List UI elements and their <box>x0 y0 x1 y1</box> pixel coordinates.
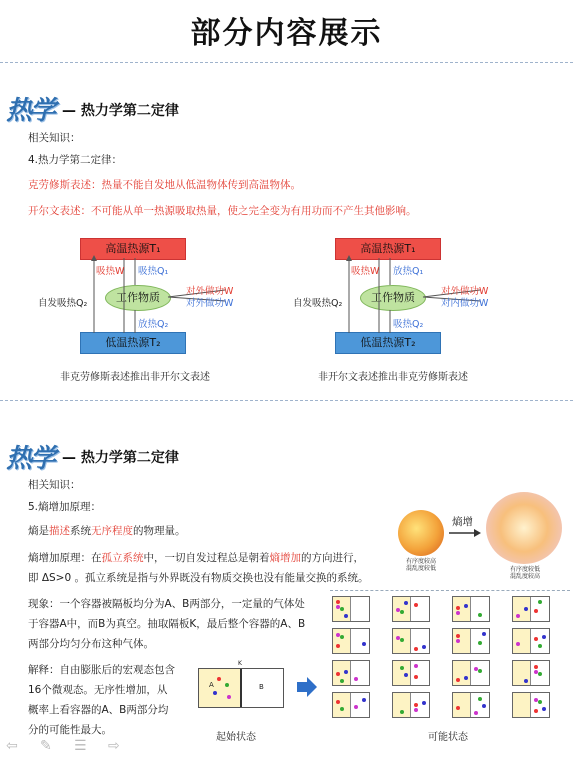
text-part: 熵增加 <box>269 552 301 564</box>
molecule <box>340 607 344 611</box>
micro-state <box>392 628 430 654</box>
molecule <box>414 647 418 651</box>
entropy-increase-label: 熵增 <box>452 516 473 528</box>
molecule <box>534 698 538 702</box>
label-work-in: 对外做功W <box>186 298 234 309</box>
label-work-out: 对外做功W <box>441 286 489 297</box>
compartment-a <box>513 661 531 685</box>
micro-state <box>332 660 370 686</box>
molecule <box>400 610 404 614</box>
molecule <box>340 635 344 639</box>
hot-reservoir: 高温热源T₁ <box>80 238 186 260</box>
molecule <box>456 634 460 638</box>
ordered-caption <box>398 558 444 572</box>
hot-reservoir: 高温热源T₁ <box>335 238 441 260</box>
micro-state <box>512 660 550 686</box>
micro-state <box>392 692 430 718</box>
kelvin-statement: 开尔文表述：不可能从单一热源吸取热量，使之完全变为有用功而不产生其他影响。 <box>28 205 417 217</box>
molecule <box>534 709 538 713</box>
molecule <box>404 601 408 605</box>
ordered-sphere <box>398 510 444 556</box>
clausius-statement: 克劳修斯表述：热量不能自发地从低温物体传到高温物体。 <box>28 179 301 191</box>
molecule <box>456 639 460 643</box>
disordered-caption <box>500 566 550 580</box>
start-caption: 起始状态 <box>216 732 256 743</box>
compartment-a <box>513 693 531 717</box>
molecule <box>524 679 528 683</box>
molecule <box>456 606 460 610</box>
explain-line4: 分的可能性最大。 <box>28 724 112 736</box>
caption-line: 有序度较高 <box>405 558 436 565</box>
molecule <box>227 695 231 699</box>
explain-line3: 概率上看容器的A、B两部分均 <box>28 704 169 716</box>
phenomenon-line1: 现象：一个容器被隔板均分为A、B两部分，一定量的气体处 <box>28 598 305 610</box>
molecule <box>217 677 221 681</box>
label-release-q2: 放热Q₂ <box>138 319 169 330</box>
text-part: 的物理量。 <box>133 525 186 537</box>
text-part: 无序程度 <box>91 525 133 537</box>
molecule <box>464 604 468 608</box>
molecule <box>538 644 542 648</box>
molecule <box>344 670 348 674</box>
molecule <box>538 672 542 676</box>
label-absorb-q2: 吸热Q₂ <box>393 319 424 330</box>
label-a: A <box>209 681 214 689</box>
text-part: 的方向进行， <box>301 552 364 564</box>
working-substance: 工作物质 <box>105 285 171 311</box>
cold-reservoir: 低温热源T₂ <box>80 332 186 354</box>
page-title: 部分内容展示 <box>190 16 383 51</box>
molecule <box>336 644 340 648</box>
molecule <box>474 667 478 671</box>
label-absorb-w: 吸热W <box>96 266 125 277</box>
micro-state <box>452 596 490 622</box>
label-release-q1: 放热Q₁ <box>393 266 424 277</box>
arrow-right-icon[interactable]: ⇨ <box>108 738 120 754</box>
molecule <box>225 683 229 687</box>
compartment-a <box>393 661 411 685</box>
molecule <box>340 707 344 711</box>
working-substance: 工作物质 <box>360 285 426 311</box>
label-spontaneous: 自发吸热Q₂ <box>293 298 343 309</box>
micro-state <box>452 692 490 718</box>
molecule <box>344 614 348 618</box>
molecule <box>456 611 460 615</box>
molecule <box>362 642 366 646</box>
molecule <box>400 638 404 642</box>
molecule <box>400 710 404 714</box>
molecule <box>414 708 418 712</box>
molecule <box>400 666 404 670</box>
molecule <box>354 705 358 709</box>
micro-state <box>452 660 490 686</box>
caption-right: 非开尔文表述推出非克劳修斯表述 <box>318 372 468 383</box>
molecule <box>396 608 400 612</box>
micro-state <box>512 692 550 718</box>
arrow-left-icon[interactable]: ⇦ <box>6 738 18 754</box>
molecule <box>478 697 482 701</box>
label-spontaneous: 自发吸热Q₂ <box>38 298 88 309</box>
molecule <box>478 613 482 617</box>
micro-state <box>392 596 430 622</box>
related-label: 相关知识： <box>28 479 81 491</box>
molecule <box>396 636 400 640</box>
compartment-a <box>199 669 242 707</box>
molecule <box>414 603 418 607</box>
molecule <box>534 665 538 669</box>
molecule <box>340 679 344 683</box>
molecule <box>336 633 340 637</box>
molecule <box>414 675 418 679</box>
item-title: 5.熵增加原理： <box>28 501 102 513</box>
molecule <box>542 635 546 639</box>
text-part: 描述 <box>49 525 70 537</box>
label-work-out: 对外做功W <box>186 286 234 297</box>
molecule <box>538 700 542 704</box>
molecule <box>422 701 426 705</box>
molecule <box>213 691 217 695</box>
molecule <box>478 641 482 645</box>
text-part: 熵增加原理：在 <box>28 552 102 564</box>
label-absorb-q1: 吸热Q₁ <box>138 266 169 277</box>
arrow-right-icon <box>448 528 482 538</box>
micro-state <box>512 628 550 654</box>
molecule <box>482 632 486 636</box>
text-part: 系统 <box>70 525 91 537</box>
grid-border <box>330 590 570 591</box>
section-heading: — 热力学第二定律 <box>62 103 179 119</box>
section-logo: 热学 <box>6 444 55 474</box>
divider <box>0 62 573 63</box>
micro-state <box>332 692 370 718</box>
micro-state <box>332 596 370 622</box>
cold-reservoir: 低温热源T₂ <box>335 332 441 354</box>
phenomenon-line2: 于容器A中，而B为真空。抽取隔板K，最后整个容器的A、B <box>28 618 306 630</box>
principle-line2: 即 ΔS>0 。孤立系统是指与外界既没有物质交换也没有能量交换的系统。 <box>28 572 369 584</box>
arrow-right-icon <box>296 676 318 698</box>
compartment-a <box>333 693 351 717</box>
section-logo: 热学 <box>6 96 55 126</box>
molecule <box>464 676 468 680</box>
molecule <box>362 698 366 702</box>
micro-state <box>332 628 370 654</box>
item-title: 4.热力学第二定律： <box>28 154 123 166</box>
molecule <box>516 614 520 618</box>
molecule <box>482 704 486 708</box>
caption-line: 有序度较低 <box>509 566 540 573</box>
text-part: 熵是 <box>28 525 49 537</box>
label-b: B <box>259 683 264 691</box>
molecule <box>336 605 340 609</box>
entropy-definition <box>28 523 186 538</box>
micro-state <box>512 596 550 622</box>
molecule <box>336 600 340 604</box>
label-absorb-w: 吸热W <box>351 266 380 277</box>
molecule <box>414 703 418 707</box>
related-label: 相关知识： <box>28 132 81 144</box>
text-part: 孤立系统 <box>101 552 144 564</box>
section-heading: — 热力学第二定律 <box>62 450 179 466</box>
molecule <box>538 600 542 604</box>
compartment-a <box>453 693 471 717</box>
caption-line: 混乱度较低 <box>405 565 436 572</box>
menu-icon[interactable]: ☰ <box>74 738 87 754</box>
molecule <box>534 609 538 613</box>
molecule <box>478 669 482 673</box>
compartment-a <box>513 629 531 653</box>
molecule <box>516 642 520 646</box>
molecule <box>336 672 340 676</box>
principle-line1 <box>28 550 364 565</box>
possible-caption: 可能状态 <box>428 732 468 743</box>
caption-left: 非克劳修斯表述推出非开尔文表述 <box>60 372 210 383</box>
divider <box>0 400 573 401</box>
molecule <box>534 637 538 641</box>
disordered-sphere <box>486 492 562 564</box>
explain-line1: 解释：自由膨胀后的宏观态包含 <box>28 664 175 676</box>
molecule <box>456 678 460 682</box>
molecule <box>542 707 546 711</box>
molecule <box>404 673 408 677</box>
molecule <box>414 664 418 668</box>
start-container <box>198 668 284 708</box>
pen-icon[interactable]: ✎ <box>40 738 52 754</box>
molecule <box>524 607 528 611</box>
label-work-in: 对内做功W <box>441 298 489 309</box>
molecule <box>422 645 426 649</box>
molecule <box>474 711 478 715</box>
molecule <box>354 677 358 681</box>
phenomenon-line3: 两部分均匀分布这种气体。 <box>28 638 154 650</box>
micro-state <box>392 660 430 686</box>
micro-state <box>452 628 490 654</box>
label-k: K <box>238 660 242 667</box>
caption-line: 混乱度较高 <box>509 573 540 580</box>
molecule <box>456 706 460 710</box>
explain-line2: 16个微观态。无序性增加，从 <box>28 684 168 696</box>
molecule <box>534 670 538 674</box>
text-part: 中，一切自发过程总是朝着 <box>143 552 270 564</box>
molecule <box>336 700 340 704</box>
